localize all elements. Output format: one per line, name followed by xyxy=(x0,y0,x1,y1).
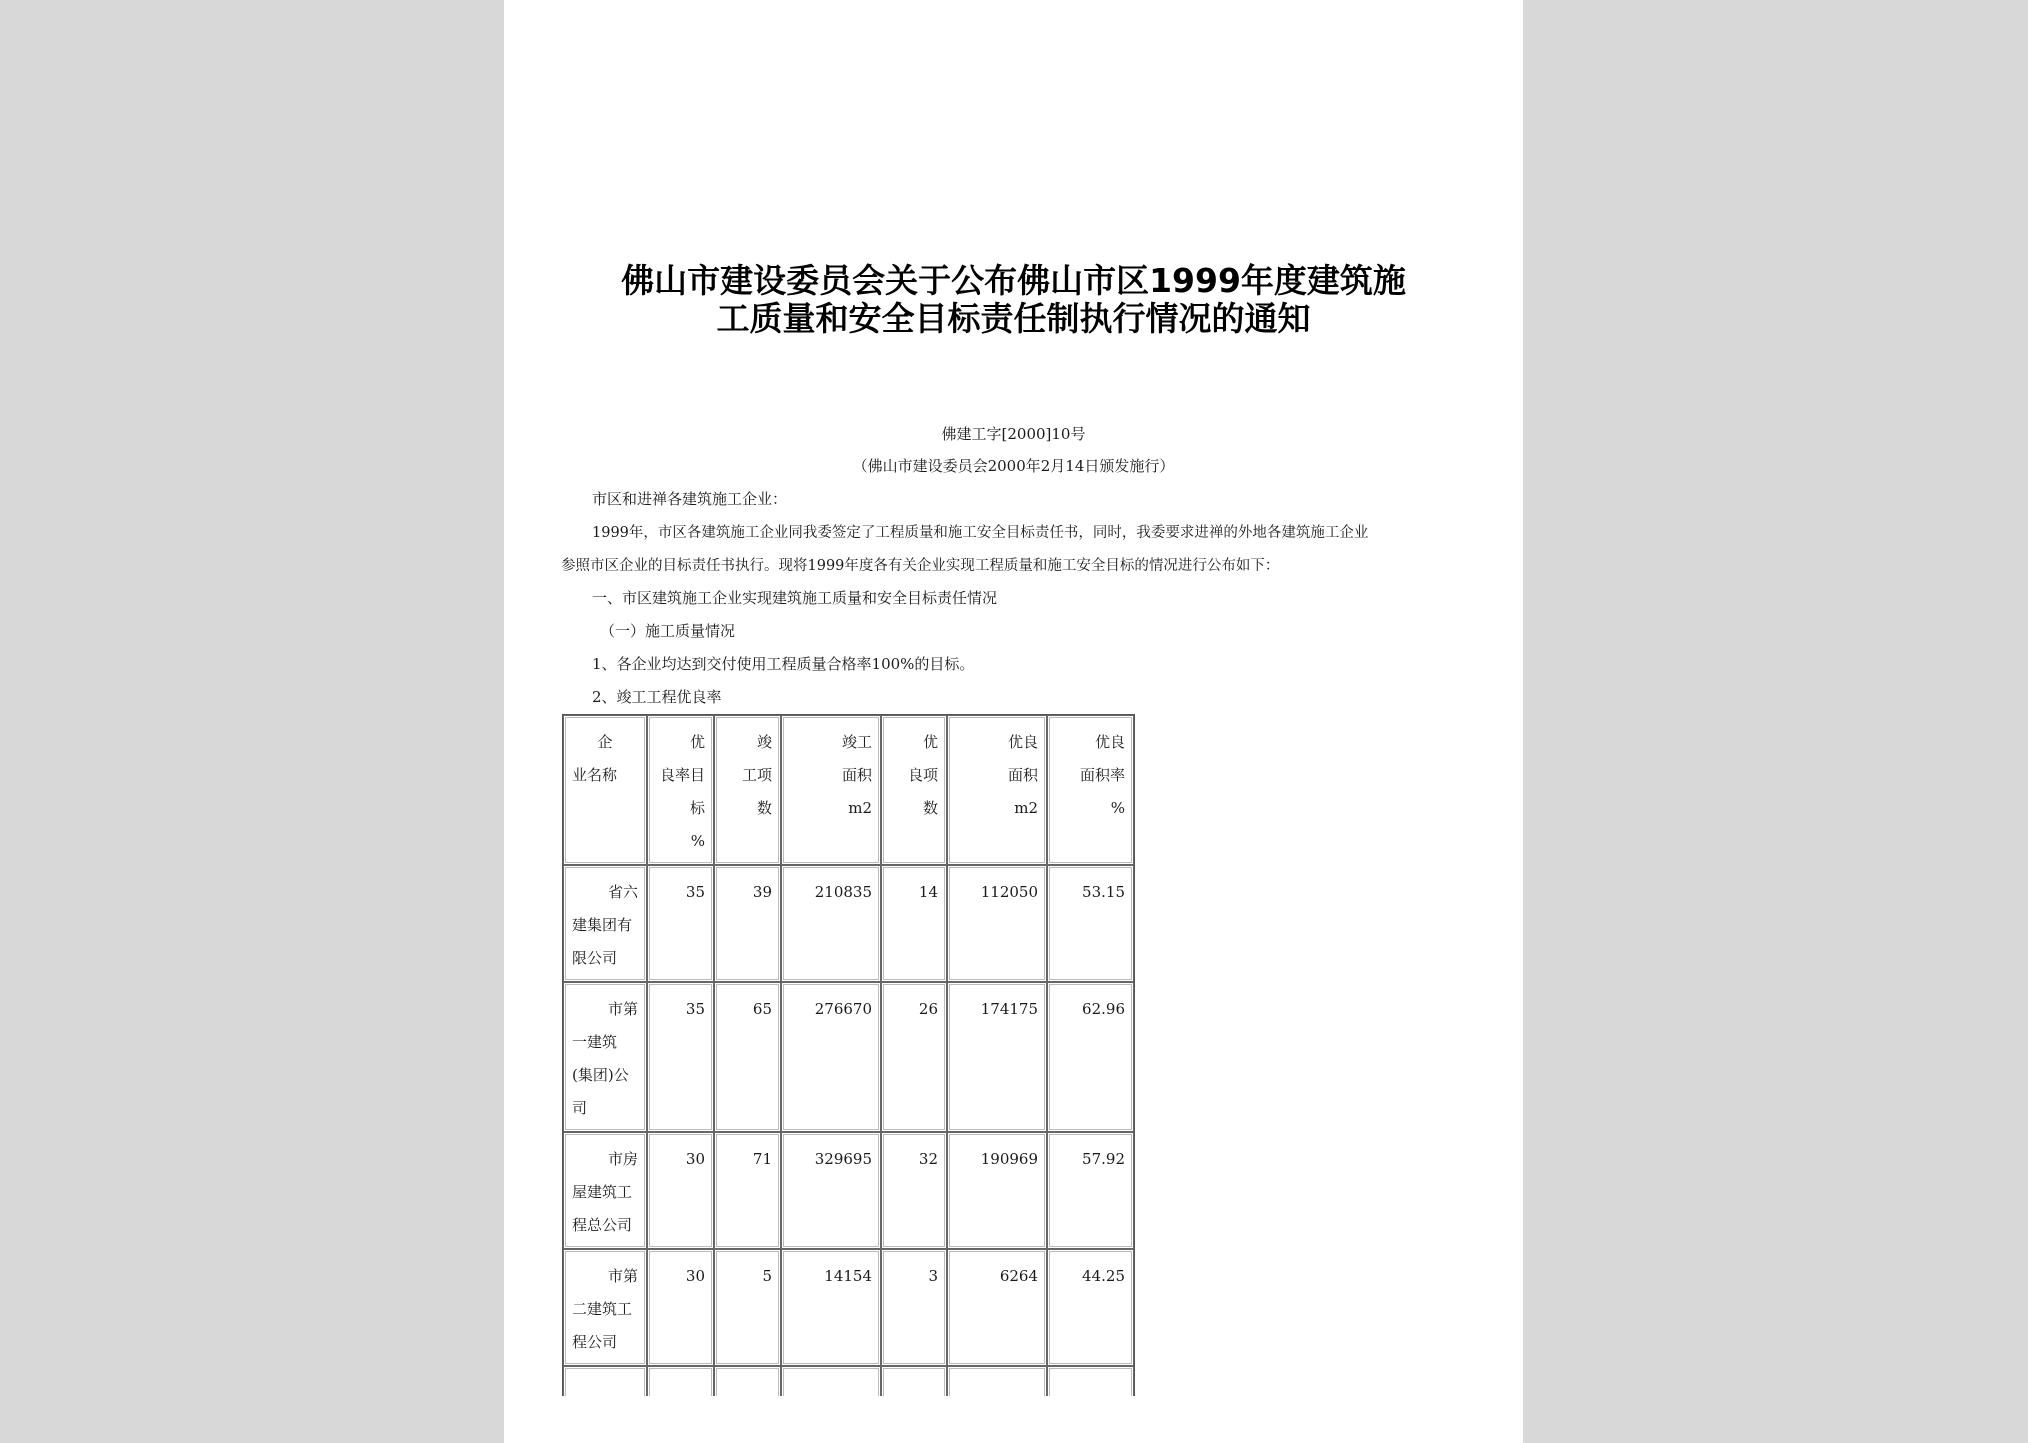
item-2: 2、竣工工程优良率 xyxy=(592,688,722,706)
paragraph-1-line-1: 1999年，市区各建筑施工企业同我委签定了工程质量和施工安全目标责任书，同时，我委要求进禅的外地各建筑施工企业 xyxy=(592,525,1369,541)
value-cell: 57.92 xyxy=(1047,1132,1134,1249)
header-cell-line: 面积率 xyxy=(1079,766,1125,784)
header-cell xyxy=(947,715,1047,865)
header-cell xyxy=(563,715,647,865)
issue-note: （佛山市建设委员会2000年2月14日颁发施行） xyxy=(852,457,1175,475)
value-cell: 329695 xyxy=(781,1132,881,1249)
company-name-cell xyxy=(563,1249,647,1366)
header-cell-line: 优 xyxy=(689,733,705,751)
company-name-line: 市第 xyxy=(607,1000,638,1018)
header-cell-line: 数 xyxy=(756,799,772,817)
header-cell-line: % xyxy=(1110,799,1125,817)
header-cell-line: 优 xyxy=(922,733,938,751)
header-cell-line: m2 xyxy=(848,799,872,817)
header-cell-line: m2 xyxy=(1014,799,1038,817)
header-cell-line: 面积 xyxy=(841,766,872,784)
subsection-heading: （一）施工质量情况 xyxy=(600,622,736,640)
company-name-line: 省六 xyxy=(607,883,638,901)
table-header-row xyxy=(563,715,1134,865)
header-cell-line: 竣 xyxy=(756,733,772,751)
header-cell xyxy=(881,715,947,865)
header-cell-line: 竣工 xyxy=(841,733,872,751)
company-name-line: 屋建筑工 xyxy=(572,1183,633,1201)
header-cell-line: 优良 xyxy=(1094,733,1125,751)
value-cell: 6264 xyxy=(947,1249,1047,1366)
value-cell: 14154 xyxy=(781,1249,881,1366)
company-name-line: 建集团有 xyxy=(572,916,633,934)
header-cell-line: % xyxy=(690,832,705,850)
company-name-cell xyxy=(563,1132,647,1249)
company-name-cell xyxy=(563,865,647,982)
header-cell-line: 标 xyxy=(689,799,705,817)
header-cell xyxy=(647,715,714,865)
page-bottom-area xyxy=(504,1396,1523,1443)
value-cell: 26 xyxy=(881,982,947,1132)
company-name-line: 二建筑工 xyxy=(572,1300,633,1318)
company-name-line: 市房 xyxy=(607,1150,638,1168)
company-name-line: 市第 xyxy=(607,1267,638,1285)
value-cell: 62.96 xyxy=(1047,982,1134,1132)
header-cell-line: 优良 xyxy=(1007,733,1038,751)
value-cell: 39 xyxy=(714,865,781,982)
header-cell xyxy=(781,715,881,865)
header-cell-line: 良项 xyxy=(907,766,938,784)
header-cell-line: 面积 xyxy=(1007,766,1038,784)
header-cell-line: 企 xyxy=(597,733,613,751)
value-cell: 35 xyxy=(647,982,714,1132)
header-cell xyxy=(714,715,781,865)
company-name-line: (集团)公 xyxy=(572,1066,629,1084)
value-cell: 35 xyxy=(647,865,714,982)
company-name-line: 限公司 xyxy=(572,949,618,967)
value-cell: 174175 xyxy=(947,982,1047,1132)
company-name-line: 一建筑 xyxy=(572,1033,618,1051)
value-cell: 65 xyxy=(714,982,781,1132)
value-cell: 210835 xyxy=(781,865,881,982)
header-cell-line: 数 xyxy=(922,799,938,817)
company-name-line: 程总公司 xyxy=(572,1216,633,1234)
company-name-line: 程公司 xyxy=(572,1333,618,1351)
table-row xyxy=(563,982,1134,1132)
header-cell-line: 良率目 xyxy=(659,766,705,784)
item-1: 1、各企业均达到交付使用工程质量合格率100%的目标。 xyxy=(592,655,975,673)
table-row xyxy=(563,865,1134,982)
section-heading-1: 一、市区建筑施工企业实现建筑施工质量和安全目标责任情况 xyxy=(592,589,998,607)
value-cell: 53.15 xyxy=(1047,865,1134,982)
value-cell: 14 xyxy=(881,865,947,982)
company-name-cell xyxy=(563,982,647,1132)
salutation: 市区和进禅各建筑施工企业： xyxy=(592,490,788,508)
document-page xyxy=(504,0,1523,1443)
value-cell: 190969 xyxy=(947,1132,1047,1249)
company-name-line: 司 xyxy=(572,1099,588,1117)
header-cell xyxy=(1047,715,1134,865)
value-cell: 3 xyxy=(881,1249,947,1366)
header-cell-line: 业名称 xyxy=(572,766,618,784)
table-row xyxy=(563,1132,1134,1249)
value-cell: 112050 xyxy=(947,865,1047,982)
value-cell: 30 xyxy=(647,1132,714,1249)
completion-quality-table xyxy=(562,714,1135,1409)
header-cell-line: 工项 xyxy=(741,766,772,784)
document-title xyxy=(504,262,1523,338)
paragraph-1-line-2: 参照市区企业的目标责任书执行。现将1999年度各有关企业实现工程质量和施工安全目标的情况进行公布如下： xyxy=(561,558,1280,574)
title-line-2: 工质量和安全目标责任制执行情况的通知 xyxy=(716,299,1311,338)
table-row xyxy=(563,1249,1134,1366)
value-cell: 44.25 xyxy=(1047,1249,1134,1366)
value-cell: 32 xyxy=(881,1132,947,1249)
title-line-1: 佛山市建设委员会关于公布佛山市区1999年度建筑施 xyxy=(621,261,1406,300)
value-cell: 71 xyxy=(714,1132,781,1249)
value-cell: 30 xyxy=(647,1249,714,1366)
value-cell: 5 xyxy=(714,1249,781,1366)
document-number: 佛建工字[2000]10号 xyxy=(941,425,1086,443)
value-cell: 276670 xyxy=(781,982,881,1132)
